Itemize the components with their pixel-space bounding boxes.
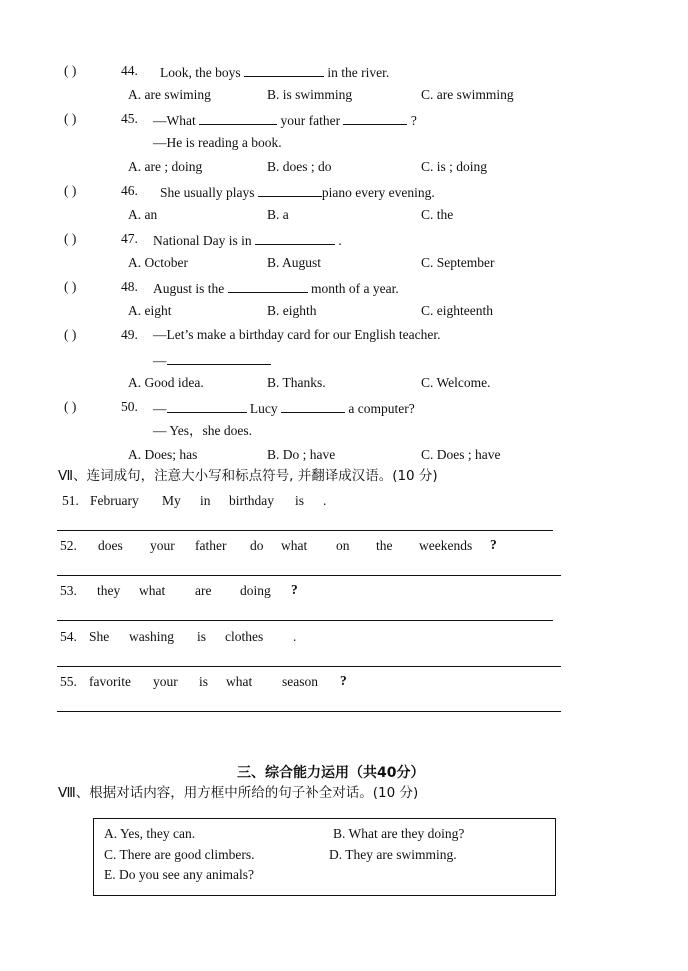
q51-number: 51. — [62, 493, 79, 508]
q54-word-4: clothes — [225, 629, 264, 644]
q53-word-4: doing — [240, 583, 271, 598]
q55-word-4: what — [226, 674, 253, 689]
section8-heading: Ⅷ、根据对话内容，用方框中所给的句子补全对话。(10 分) — [58, 785, 419, 801]
q46-option-c[interactable]: C. the — [421, 207, 454, 222]
q49-line1: —Let’s make a birthday card for our English teacher. — [153, 327, 441, 342]
q45-number: 45. — [121, 111, 138, 126]
q47-blank[interactable] — [255, 232, 335, 245]
q44-blank[interactable] — [244, 64, 324, 77]
q50-paren: ( ) — [64, 399, 77, 414]
q46-paren: ( ) — [64, 183, 77, 198]
q48-stem-pre: August is the — [153, 281, 225, 296]
q47-option-a[interactable]: A. October — [128, 255, 188, 270]
q54-word-1: She — [89, 629, 110, 644]
q50-line1 — [153, 400, 415, 416]
q55-word-6: ? — [340, 673, 347, 688]
q49-option-b[interactable]: B. Thanks. — [267, 375, 326, 390]
q52-word-1: does — [98, 538, 123, 553]
choice-c: C. There are good climbers. — [104, 847, 255, 862]
q51-answer-line[interactable] — [57, 530, 553, 531]
q44-option-a[interactable]: A. are swiming — [128, 87, 211, 102]
q52-word-2: your — [150, 538, 175, 553]
q51-word-5: is — [295, 493, 305, 508]
q47-paren: ( ) — [64, 231, 77, 246]
q50-line1-mid: Lucy — [249, 401, 278, 416]
q49-paren: ( ) — [64, 327, 77, 342]
q50-line2: — Yes，she does. — [153, 423, 253, 438]
q54-word-2: washing — [129, 629, 174, 644]
q50-blank-2[interactable] — [281, 400, 345, 413]
q49-option-a[interactable]: A. Good idea. — [128, 375, 204, 390]
q44-stem-pre: Look, the boys — [160, 65, 241, 80]
q47-option-c[interactable]: C. September — [421, 255, 495, 270]
q51-word-1: February — [90, 493, 139, 508]
q49-dash: — — [153, 353, 167, 368]
q54-number: 54. — [60, 629, 77, 644]
q44-option-b[interactable]: B. is swimming — [267, 87, 353, 102]
q45-option-c[interactable]: C. is ; doing — [421, 159, 488, 174]
q46-blank[interactable] — [258, 184, 322, 197]
q53-word-2: what — [139, 583, 166, 598]
q50-line1-pre: — — [153, 401, 167, 416]
q44-option-c[interactable]: C. are swimming — [421, 87, 514, 102]
q47-stem-pre: National Day is in — [153, 233, 252, 248]
q54-word-5: . — [293, 629, 297, 644]
q48-option-a[interactable]: A. eight — [128, 303, 172, 318]
q49-number: 49. — [121, 327, 138, 342]
q52-number: 52. — [60, 538, 77, 553]
q50-line1-post: a computer? — [348, 401, 415, 416]
q53-word-3: are — [195, 583, 212, 598]
q45-line2: —He is reading a book. — [153, 135, 282, 150]
q53-word-5: ? — [291, 582, 298, 597]
choice-d: D. They are swimming. — [329, 847, 457, 862]
q49-blank[interactable] — [167, 352, 271, 365]
q49-line2 — [153, 352, 271, 368]
q47-option-b[interactable]: B. August — [267, 255, 322, 270]
q47-stem — [153, 232, 342, 248]
q50-blank-1[interactable] — [167, 400, 247, 413]
q45-line1 — [153, 112, 417, 128]
q46-option-b[interactable]: B. a — [267, 207, 289, 222]
q55-answer-line[interactable] — [57, 711, 561, 712]
q44-number: 44. — [121, 63, 138, 78]
q51-word-4: birthday — [229, 493, 274, 508]
q55-word-2: your — [153, 674, 178, 689]
q46-number: 46. — [121, 183, 138, 198]
q55-number: 55. — [60, 674, 77, 689]
q50-option-c[interactable]: C. Does ; have — [421, 447, 501, 462]
q55-word-3: is — [199, 674, 209, 689]
q51-word-2: My — [162, 493, 181, 508]
q44-stem-post: in the river. — [327, 65, 390, 80]
q45-option-a[interactable]: A. are ; doing — [128, 159, 203, 174]
q50-number: 50. — [121, 399, 138, 414]
q45-option-b[interactable]: B. does ; do — [267, 159, 332, 174]
q45-line1-pre: —What — [153, 113, 196, 128]
q45-blank-1[interactable] — [199, 112, 277, 125]
q48-stem — [153, 280, 399, 296]
part3-title-end: 分） — [396, 765, 425, 781]
q47-stem-post: . — [338, 233, 342, 248]
q52-word-6: on — [336, 538, 350, 553]
q48-blank[interactable] — [228, 280, 308, 293]
q50-option-a[interactable]: A. Does; has — [128, 447, 198, 462]
section7-heading: Ⅶ、连词成句，注意大小写和标点符号, 并翻译成汉语。(10 分) — [58, 468, 438, 484]
q55-word-1: favorite — [89, 674, 131, 689]
q51-word-3: in — [200, 493, 211, 508]
q54-word-3: is — [197, 629, 207, 644]
q48-option-c[interactable]: C. eighteenth — [421, 303, 493, 318]
q49-option-c[interactable]: C. Welcome. — [421, 375, 491, 390]
q48-option-b[interactable]: B. eighth — [267, 303, 317, 318]
q48-stem-post: month of a year. — [311, 281, 399, 296]
q45-blank-2[interactable] — [343, 112, 407, 125]
q53-number: 53. — [60, 583, 77, 598]
q45-line1-mid: your father — [280, 113, 341, 128]
q52-word-8: weekends — [419, 538, 473, 553]
q51-word-6: . — [323, 493, 327, 508]
q55-word-5: season — [282, 674, 318, 689]
q46-stem-post: piano every evening. — [321, 185, 435, 200]
q53-answer-line[interactable] — [57, 620, 553, 621]
q48-paren: ( ) — [64, 279, 77, 294]
choice-a: A. Yes, they can. — [104, 826, 196, 841]
part3-title-start: 三、综合能力运用（共 — [237, 765, 377, 781]
q53-word-1: they — [97, 583, 121, 598]
choice-b: B. What are they doing? — [333, 826, 465, 841]
q52-word-5: what — [281, 538, 308, 553]
q52-word-4: do — [250, 538, 264, 553]
q44-paren: ( ) — [64, 63, 77, 78]
q48-number: 48. — [121, 279, 138, 294]
q52-word-3: father — [195, 538, 227, 553]
part3-score: 40 — [377, 765, 397, 781]
q46-option-a[interactable]: A. an — [128, 207, 158, 222]
q54-answer-line[interactable] — [57, 666, 561, 667]
q45-line1-post: ? — [410, 113, 417, 128]
part3-title — [237, 766, 424, 780]
q45-paren: ( ) — [64, 111, 77, 126]
q52-word-7: the — [376, 538, 393, 553]
q44-stem — [160, 64, 389, 80]
q50-option-b[interactable]: B. Do ; have — [267, 447, 336, 462]
q52-answer-line[interactable] — [57, 575, 561, 576]
q47-number: 47. — [121, 231, 138, 246]
choice-e: E. Do you see any animals? — [104, 867, 254, 882]
q52-word-9: ? — [490, 537, 497, 552]
q46-stem — [160, 184, 435, 200]
q46-stem-pre: She usually plays — [160, 185, 255, 200]
